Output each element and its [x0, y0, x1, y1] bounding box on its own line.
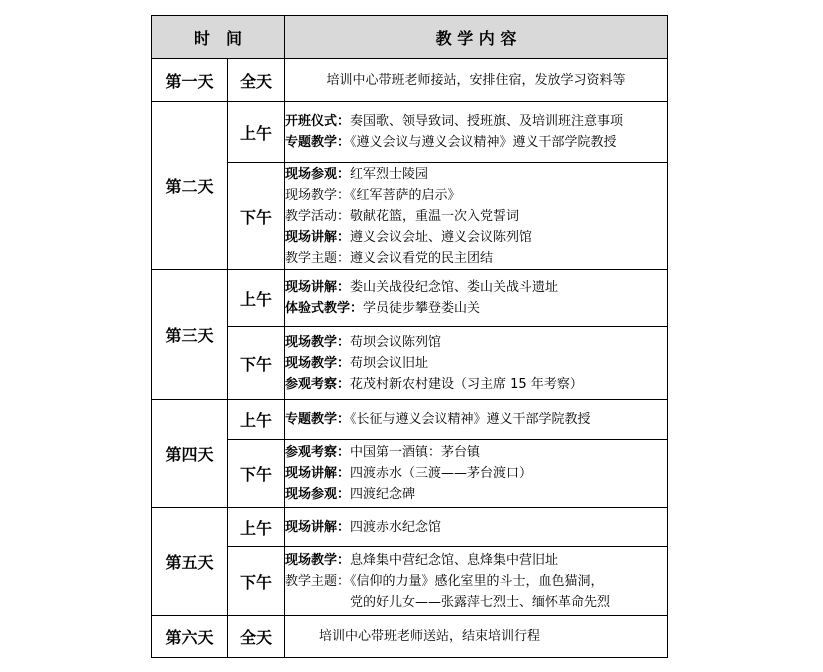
- content-line: [285, 185, 667, 206]
- content-cell: [285, 547, 668, 616]
- line-label: 教学主题：: [285, 573, 351, 589]
- content-line: [285, 463, 667, 484]
- line-text: 《遵义会议与遵义会议精神》遵义干部学院教授: [350, 135, 617, 150]
- content-cell: [285, 327, 668, 400]
- line-text: 四渡赤水纪念馆: [350, 519, 442, 535]
- day-label: 第四天: [152, 400, 228, 508]
- line-label: 专题教学：: [285, 135, 351, 150]
- header-time: 时 间: [152, 16, 285, 59]
- table-row: [152, 59, 668, 102]
- period-label: 全天: [228, 59, 285, 102]
- content-line: [285, 298, 667, 319]
- line-text: 学员徒步攀登娄山关: [363, 301, 481, 316]
- line-label: 现场教学：: [285, 552, 351, 568]
- line-text: 中国第一酒镇：茅台镇: [350, 445, 481, 460]
- content-line: [285, 164, 667, 185]
- day-label: 第三天: [152, 270, 228, 400]
- day-label: 第一天: [152, 59, 228, 102]
- content-line: [285, 374, 667, 395]
- content-line: [285, 206, 667, 227]
- line-label: 参观考察：: [285, 376, 351, 392]
- line-text: 花茂村新农村建设（习主席 15 年考察）: [350, 376, 583, 392]
- schedule-table: [151, 15, 668, 658]
- line-text: 娄山关战役纪念馆、娄山关战斗遗址: [350, 280, 559, 295]
- period-label: 全天: [228, 616, 285, 658]
- line-text: 苟坝会议旧址: [350, 355, 429, 371]
- content-line: 培训中心带班老师接站，安排住宿，发放学习资料等: [326, 72, 626, 88]
- line-label: 现场讲解：: [285, 466, 351, 481]
- content-cell: [285, 440, 668, 508]
- line-text: 息烽集中营纪念馆、息烽集中营旧址: [350, 552, 559, 568]
- content-line: [285, 353, 667, 374]
- line-label: 现场教学：: [285, 187, 351, 203]
- period-label: 下午: [228, 327, 285, 400]
- content-line: [285, 442, 667, 463]
- table-row: [152, 327, 668, 400]
- line-text: 党的好儿女——张露萍七烈士、缅怀革命先烈: [350, 594, 611, 610]
- period-label: 上午: [228, 102, 285, 163]
- line-label: 现场教学：: [285, 355, 351, 371]
- line-text: 红军烈士陵园: [350, 166, 429, 182]
- line-label: 参观考察：: [285, 445, 351, 460]
- content-line: [285, 409, 667, 430]
- header-row: [152, 16, 668, 59]
- period-label: 下午: [228, 163, 285, 270]
- line-text: 《信仰的力量》感化室里的斗士，血色猫洞，: [350, 573, 604, 589]
- content-cell: [285, 616, 668, 658]
- table-row: [152, 440, 668, 508]
- period-label: 上午: [228, 508, 285, 547]
- content-line: [285, 227, 667, 248]
- day-label: 第二天: [152, 102, 228, 270]
- day-label: 第六天: [152, 616, 228, 658]
- header-content: 教 学 内 容: [285, 16, 668, 59]
- content-cell: [285, 508, 668, 547]
- line-label: 体验式教学：: [285, 301, 364, 316]
- content-line: [285, 517, 667, 538]
- period-label: 下午: [228, 547, 285, 616]
- content-line: [285, 592, 667, 613]
- content-line: [285, 571, 667, 592]
- line-text: 《长征与遵义会议精神》遵义干部学院教授: [350, 412, 591, 427]
- day-label: 第五天: [152, 508, 228, 616]
- line-label: 现场参观：: [285, 166, 351, 182]
- line-label: 教学主题：: [285, 250, 351, 266]
- content-line: [285, 277, 667, 298]
- content-cell: [285, 102, 668, 163]
- table-row: [152, 616, 668, 658]
- line-label: 现场讲解：: [285, 229, 351, 245]
- content-line: [285, 332, 667, 353]
- line-text: 苟坝会议陈列馆: [350, 334, 442, 350]
- line-text: 奏国歌、领导致词、授班旗、及培训班注意事项: [350, 114, 624, 129]
- content-line: [285, 248, 667, 269]
- line-text: 遵义会议看党的民主团结: [350, 250, 494, 266]
- content-line: [285, 111, 667, 132]
- content-line: [285, 132, 667, 153]
- line-label: 现场教学：: [285, 334, 351, 350]
- table-row: [152, 270, 668, 327]
- line-label: 现场参观：: [285, 487, 351, 502]
- table-row: [152, 508, 668, 547]
- line-label: 专题教学：: [285, 412, 351, 427]
- period-label: 下午: [228, 440, 285, 508]
- content-cell: [285, 400, 668, 440]
- period-label: 上午: [228, 400, 285, 440]
- table-row: [152, 163, 668, 270]
- content-line: [285, 484, 667, 505]
- content-line: [285, 550, 667, 571]
- line-text: 敬献花篮，重温一次入党誓词: [350, 208, 520, 224]
- line-text: 四渡纪念碑: [350, 487, 416, 502]
- line-text: 《红军菩萨的启示》: [350, 187, 461, 203]
- line-label: 现场讲解：: [285, 280, 351, 295]
- table-row: [152, 400, 668, 440]
- line-label: 教学活动：: [285, 208, 351, 224]
- content-cell: [285, 270, 668, 327]
- table-row: [152, 102, 668, 163]
- period-label: 上午: [228, 270, 285, 327]
- content-cell: [285, 163, 668, 270]
- content-cell: [285, 59, 668, 102]
- content-line: 培训中心带班老师送站，结束培训行程: [319, 629, 541, 644]
- line-label: 现场讲解：: [285, 519, 351, 535]
- line-text: 四渡赤水（三渡——茅台渡口）: [350, 466, 533, 481]
- line-text: 遵义会议会址、遵义会议陈列馆: [350, 229, 533, 245]
- line-label: 开班仪式：: [285, 114, 351, 129]
- table-row: [152, 547, 668, 616]
